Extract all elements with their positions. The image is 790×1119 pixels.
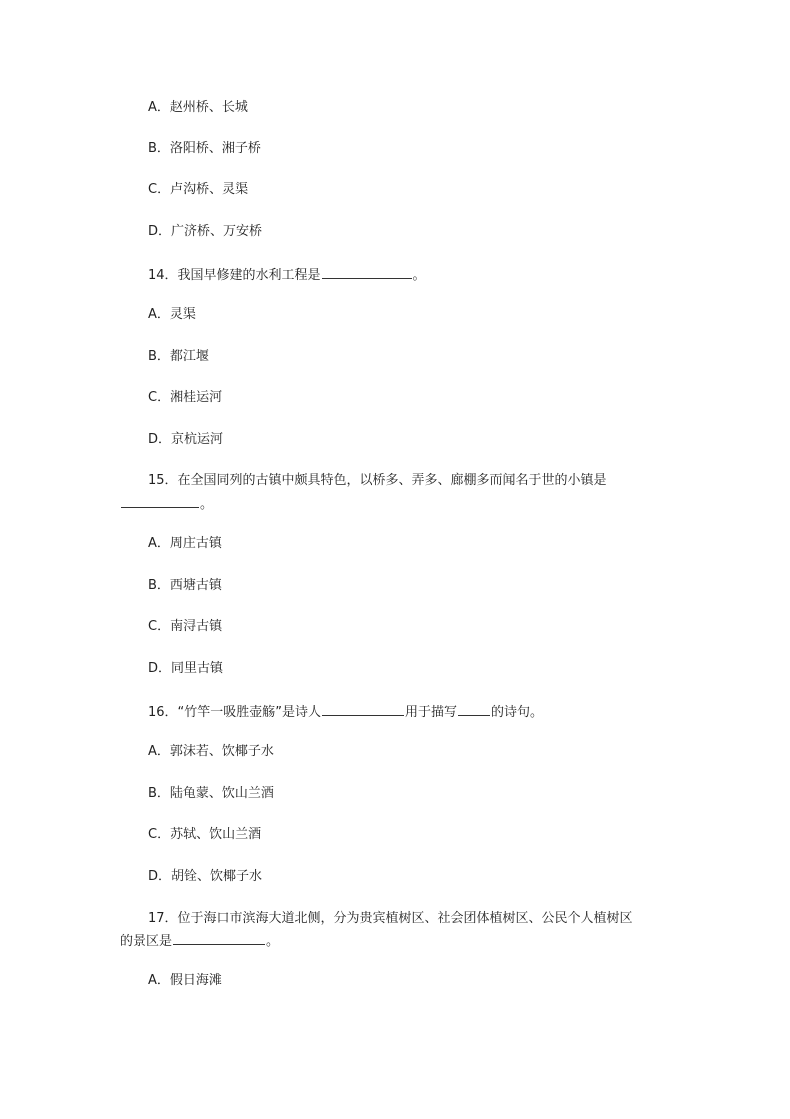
option-14-a: A．灵渠 xyxy=(148,307,196,322)
option-16-c: C．苏轼、饮山兰酒 xyxy=(148,827,262,842)
answer-blank xyxy=(121,495,199,508)
answer-blank xyxy=(322,703,404,716)
option-16-b: B．陆龟蒙、饮山兰酒 xyxy=(148,786,274,801)
option-13-a: A．赵州桥、长城 xyxy=(148,100,248,115)
question-14 xyxy=(148,266,426,284)
answer-blank xyxy=(173,932,265,945)
question-15-stem: 15．在全国同列的古镇中颇具特色，以桥多、弄多、廊棚多而闻名于世的小镇是 xyxy=(148,473,607,488)
option-13-c: C．卢沟桥、灵渠 xyxy=(148,182,249,197)
option-14-b: B．都江堰 xyxy=(148,349,209,364)
question-14-stem-end: 。 xyxy=(412,268,426,283)
question-15-stem-end: 。 xyxy=(200,497,214,512)
question-14-stem: 14．我国早修建的水利工程是 xyxy=(148,268,321,283)
question-15-continuation xyxy=(120,495,213,513)
option-15-b: B．西塘古镇 xyxy=(148,578,222,593)
option-13-d: D．广济桥、万安桥 xyxy=(148,224,263,239)
option-16-d: D．胡铨、饮椰子水 xyxy=(148,869,263,884)
question-16 xyxy=(148,703,543,721)
option-15-d: D．同里古镇 xyxy=(148,661,224,676)
option-15-a: A．周庄古镇 xyxy=(148,536,222,551)
answer-blank xyxy=(322,266,412,279)
option-15-c: C．南浔古镇 xyxy=(148,619,223,634)
option-14-d: D．京杭运河 xyxy=(148,432,224,447)
question-17-stem: 17．位于海口市滨海大道北侧，分为贵宾植树区、社会团体植树区、公民个人植树区 xyxy=(148,911,633,926)
question-16-stem-mid: 用于描写 xyxy=(405,705,458,720)
answer-blank xyxy=(458,703,490,716)
question-16-stem: 16．“竹竿一吸胜壶觞”是诗人 xyxy=(148,705,322,720)
option-13-b: B．洛阳桥、湘子桥 xyxy=(148,141,261,156)
question-17-stem-mid: 的景区是 xyxy=(120,934,173,949)
question-16-stem-end: 的诗句。 xyxy=(491,705,544,720)
question-17-stem-end: 。 xyxy=(266,934,280,949)
option-14-c: C．湘桂运河 xyxy=(148,390,223,405)
question-17-continuation xyxy=(120,932,279,950)
option-17-a: A．假日海滩 xyxy=(148,973,222,988)
option-16-a: A．郭沫若、饮椰子水 xyxy=(148,744,274,759)
